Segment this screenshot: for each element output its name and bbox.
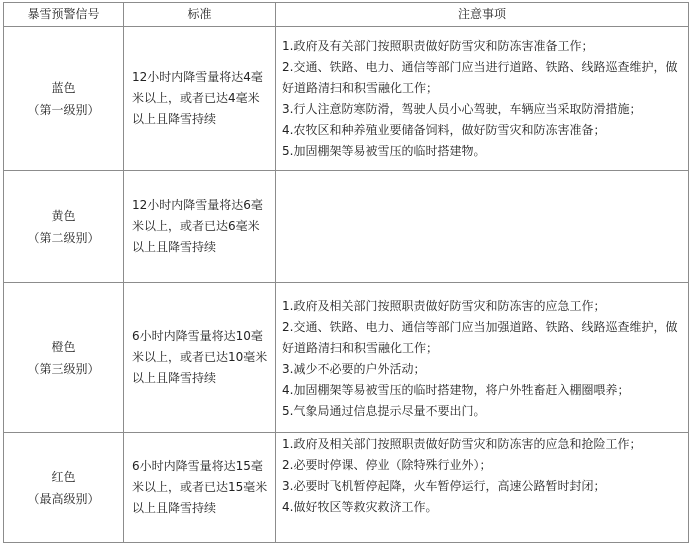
table-row-blue [4,27,689,171]
table-header-row [4,3,689,27]
signal-cell [4,171,124,283]
note-line: 3.必要时飞机暂停起降，火车暂停运行，高速公路暂时封闭； [282,479,606,493]
standard-cell [124,27,276,171]
note-line: 2.交通、铁路、电力、通信等部门应当进行道路、铁路、线路巡查维护，做好道路清扫和积雪融化工作； [282,59,678,95]
signal-color: 蓝色 [51,80,76,95]
note-line: 2.交通、铁路、电力、通信等部门应当加强道路、铁路、线路巡查维护，做好道路清扫和积雪融化工作； [282,319,678,355]
table-row-orange [4,283,689,433]
standard-text: 12小时内降雪量将达4毫米以上，或者已达4毫米以上且降雪持续 [132,70,263,126]
signal-color: 红色 [51,469,76,484]
note-line: 5.加固棚架等易被雪压的临时搭建物。 [282,143,486,158]
notes-cell [276,27,689,171]
standard-text: 6小时内降雪量将达15毫米以上，或者已达15毫米以上且降雪持续 [132,459,268,515]
note-line: 3.减少不必要的户外活动； [282,361,426,376]
note-line: 1.政府及有关部门按照职责做好防雪灾和防冻害准备工作； [282,38,594,53]
note-line: 4.加固棚架等易被雪压的临时搭建物，将户外牲畜赶入棚圈喂养； [282,382,630,397]
signal-level: （第一级别） [27,102,100,117]
note-line: 5.气象局通过信息提示尽量不要出门。 [282,403,486,418]
header-signal: 暴雪预警信号 [4,3,124,27]
standard-text: 12小时内降雪量将达6毫米以上，或者已达6毫米以上且降雪持续 [132,198,263,254]
standard-text: 6小时内降雪量将达10毫米以上，或者已达10毫米以上且降雪持续 [132,329,268,385]
note-line: 4.农牧区和种养殖业要储备饲料，做好防雪灾和防冻害准备； [282,122,606,137]
signal-cell [4,283,124,433]
header-standard: 标准 [124,3,276,27]
note-line: 1.政府及相关部门按照职责做好防雪灾和防冻害的应急和抢险工作； [282,437,642,451]
table-row-yellow [4,171,689,283]
blizzard-warning-table [3,2,689,543]
standard-cell [124,283,276,433]
note-line: 3.行人注意防寒防滑，驾驶人员小心驾驶，车辆应当采取防滑措施； [282,101,642,116]
signal-level: （最高级别） [27,491,100,506]
signal-level: （第三级别） [27,361,100,376]
signal-cell [4,27,124,171]
notes-cell [276,433,689,543]
note-line: 4.做好牧区等救灾救济工作。 [282,500,438,514]
signal-cell [4,433,124,543]
notes-cell-empty [276,171,689,283]
notes-cell [276,283,689,433]
signal-color: 橙色 [51,339,76,354]
standard-cell [124,171,276,283]
table-row-red [4,433,689,543]
note-line: 1.政府及相关部门按照职责做好防雪灾和防冻害的应急工作； [282,298,606,313]
note-line: 2.必要时停课、停业（除特殊行业外）； [282,458,492,472]
signal-color: 黄色 [51,208,76,223]
standard-cell [124,433,276,543]
header-notes: 注意事项 [276,3,689,27]
signal-level: （第二级别） [27,230,100,245]
